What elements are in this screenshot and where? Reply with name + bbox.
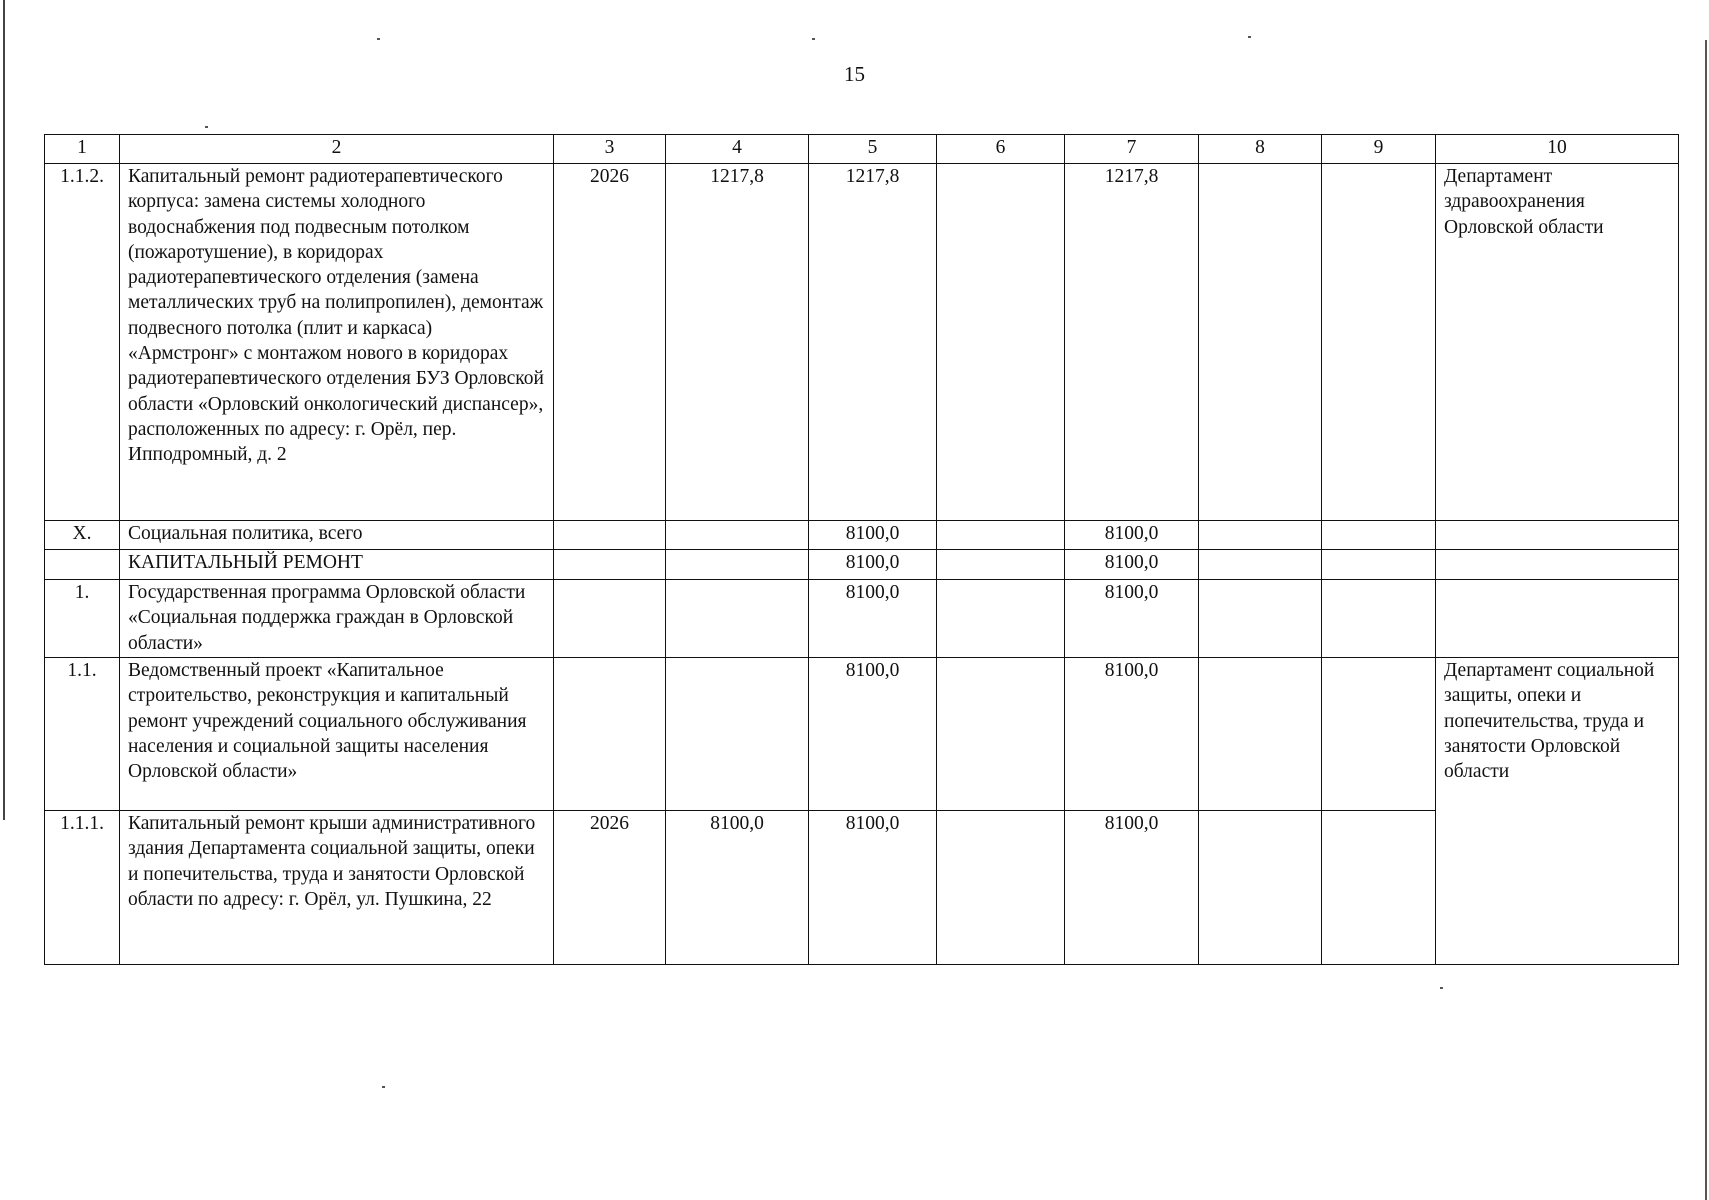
table-row (45, 658, 1679, 811)
row-col8-amount (1199, 658, 1322, 811)
row-col5-amount: 1217,8 (809, 164, 937, 521)
column-header: 5 (809, 135, 937, 164)
row-description: Социальная политика, всего (120, 521, 554, 550)
row-col5-amount: 8100,0 (809, 580, 937, 658)
row-col9-amount (1322, 521, 1436, 550)
row-col6-amount (937, 164, 1065, 521)
row-col5-amount: 8100,0 (809, 811, 937, 965)
row-description: Государственная программа Орловской области «Социальная поддержка граждан в Орловской области» (120, 580, 554, 658)
row-col6-amount (937, 658, 1065, 811)
row-col8-amount (1199, 580, 1322, 658)
row-year (554, 580, 666, 658)
row-number (45, 550, 120, 580)
row-col6-amount (937, 811, 1065, 965)
row-col6-amount (937, 550, 1065, 580)
scan-speck (377, 38, 380, 40)
row-col6-amount (937, 521, 1065, 550)
row-col8-amount (1199, 550, 1322, 580)
page-number: 15 (844, 62, 865, 86)
row-col9-amount (1322, 658, 1436, 811)
row-year (554, 521, 666, 550)
row-description: КАПИТАЛЬНЫЙ РЕМОНТ (120, 550, 554, 580)
row-col8-amount (1199, 521, 1322, 550)
row-responsible-agency: Департамент здравоохранения Орловской области (1436, 164, 1679, 521)
row-description: Капитальный ремонт крыши административного здания Департамента социальной защиты, опеки и попечительства, труда и занятости Орловской области по адресу: г. Орёл, ул. Пушкина, 22 (120, 811, 554, 965)
row-number: X. (45, 521, 120, 550)
row-col8-amount (1199, 811, 1322, 965)
column-header: 2 (120, 135, 554, 164)
table-row (45, 811, 1679, 965)
row-number: 1.1.2. (45, 164, 120, 521)
row-col9-amount (1322, 550, 1436, 580)
table-row (45, 580, 1679, 658)
row-year: 2026 (554, 164, 666, 521)
column-header: 3 (554, 135, 666, 164)
scan-speck (382, 1086, 385, 1088)
row-col7-amount: 8100,0 (1065, 521, 1199, 550)
column-header: 7 (1065, 135, 1199, 164)
row-col4-amount (666, 658, 809, 811)
row-description: Капитальный ремонт радиотерапевтического корпуса: замена системы холодного водоснабжения под подвесным потолком (пожаротушение), в коридорах радиотерапевтического отделения (замена металлических труб на полипропилен), демонтаж подвесного потолка (плит и каркаса) «Армстронг» с монтажом нового в коридорах радиотерапевтического отделения БУЗ Орловской области «Орловский онкологический диспансер», расположенных по адресу: г. Орёл, пер. Ипподромный, д. 2 (120, 164, 554, 521)
row-col5-amount: 8100,0 (809, 550, 937, 580)
row-description: Ведомственный проект «Капитальное строительство, реконструкция и капитальный ремонт учреждений социального обслуживания населения и социальной защиты населения Орловской области» (120, 658, 554, 811)
scan-speck (205, 126, 208, 128)
row-number: 1. (45, 580, 120, 658)
row-col5-amount: 8100,0 (809, 658, 937, 811)
table-row (45, 550, 1679, 580)
row-col7-amount: 8100,0 (1065, 550, 1199, 580)
row-col7-amount: 8100,0 (1065, 811, 1199, 965)
column-header: 8 (1199, 135, 1322, 164)
row-year (554, 658, 666, 811)
row-col4-amount (666, 580, 809, 658)
column-header: 4 (666, 135, 809, 164)
row-col7-amount: 1217,8 (1065, 164, 1199, 521)
scan-speck (812, 38, 815, 40)
row-col9-amount (1322, 580, 1436, 658)
scan-speck (1440, 987, 1443, 989)
column-header-row (45, 135, 1679, 164)
row-col5-amount: 8100,0 (809, 521, 937, 550)
row-col8-amount (1199, 164, 1322, 521)
row-year (554, 550, 666, 580)
row-col7-amount: 8100,0 (1065, 658, 1199, 811)
row-col9-amount (1322, 164, 1436, 521)
scan-left-edge (3, 0, 5, 820)
row-responsible-agency (1436, 521, 1679, 550)
row-col4-amount (666, 550, 809, 580)
row-col6-amount (937, 580, 1065, 658)
row-col4-amount: 1217,8 (666, 164, 809, 521)
row-number: 1.1. (45, 658, 120, 811)
table-row (45, 521, 1679, 550)
column-header: 6 (937, 135, 1065, 164)
column-header: 1 (45, 135, 120, 164)
row-responsible-agency (1436, 550, 1679, 580)
row-responsible-agency (1436, 580, 1679, 658)
column-header: 10 (1436, 135, 1679, 164)
row-col7-amount: 8100,0 (1065, 580, 1199, 658)
capital-repair-table (44, 134, 1679, 965)
row-responsible-agency: Департамент социальной защиты, опеки и попечительства, труда и занятости Орловской области (1436, 658, 1679, 965)
row-year: 2026 (554, 811, 666, 965)
row-col9-amount (1322, 811, 1436, 965)
row-col4-amount (666, 521, 809, 550)
row-col4-amount: 8100,0 (666, 811, 809, 965)
scan-right-edge (1705, 40, 1707, 1200)
table-row (45, 164, 1679, 521)
scan-speck (1248, 36, 1251, 38)
row-number: 1.1.1. (45, 811, 120, 965)
column-header: 9 (1322, 135, 1436, 164)
